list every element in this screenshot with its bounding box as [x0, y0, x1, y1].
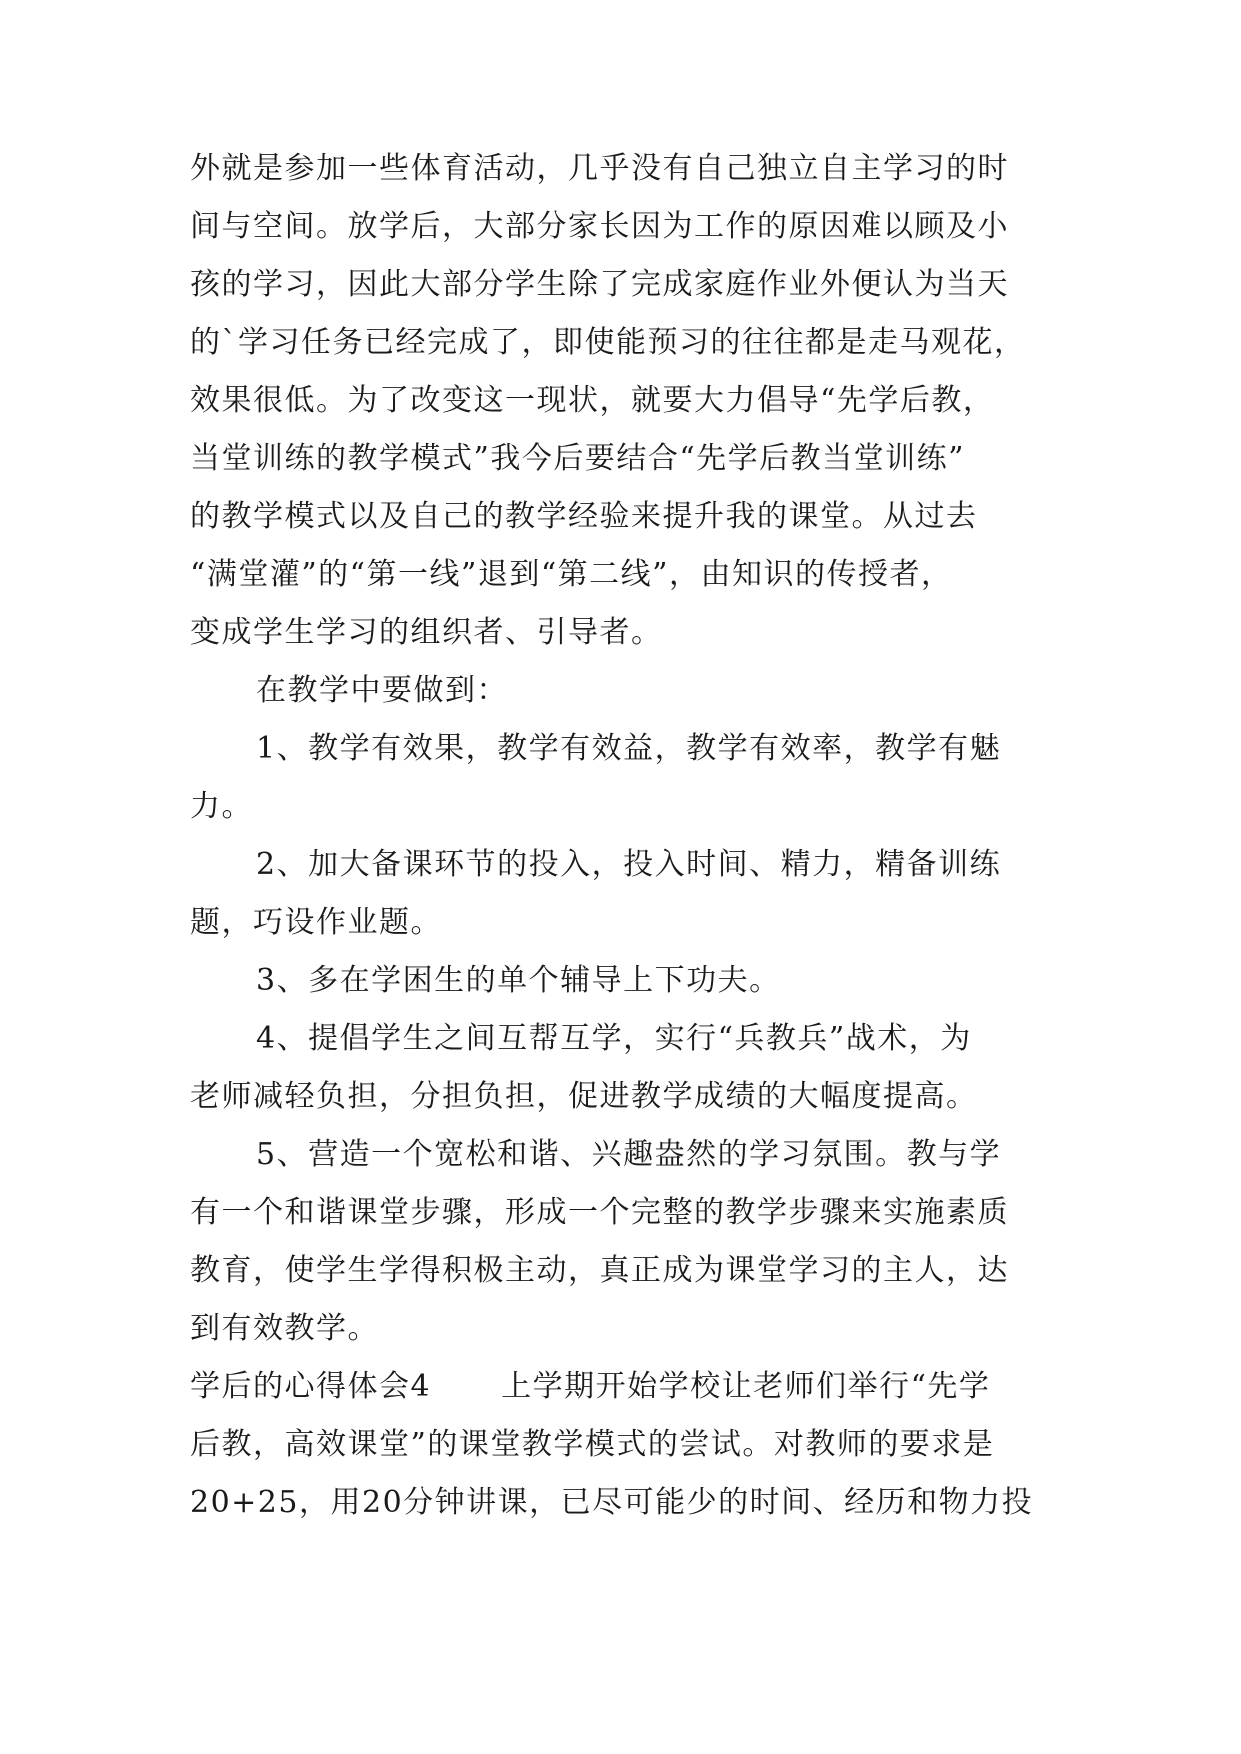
section-heading-line: [190, 1358, 1050, 1416]
text-line: 效果很低。为了改变这一现状，就要大力倡导“先学后教，: [190, 383, 995, 418]
section-heading: 学后的心得体会4: [190, 1369, 432, 1404]
text-line: 题，巧设作业题。: [190, 905, 442, 940]
text-line: 老师减轻负担，分担负担，促进教学成绩的大幅度提高。: [190, 1079, 978, 1114]
text-line: 有一个和谐课堂步骤，形成一个完整的教学步骤来实施素质: [190, 1195, 1009, 1230]
list-item-2: 2、加大备课环节的投入，投入时间、精力，精备训练: [256, 847, 1002, 882]
text-line: 的教学模式以及自己的教学经验来提升我的课堂。从过去: [190, 499, 978, 534]
list-item-3: 3、多在学困生的单个辅导上下功夫。: [256, 963, 781, 998]
list-item-1: 1、教学有效果，教学有效益，教学有效率，教学有魅: [256, 731, 1002, 766]
text-line: 当堂训练的教学模式”我今后要结合“先学后教当堂训练”: [190, 441, 966, 476]
text-line: “满堂灌”的“第一线”退到“第二线”，由知识的传授者，: [190, 557, 953, 592]
text-line: 变成学生学习的组织者、引导者。: [190, 615, 663, 650]
text-line: 后教，高效课堂”的课堂教学模式的尝试。对教师的要求是: [190, 1427, 995, 1462]
text-line: 20+25，用20分钟讲课，已尽可能少的时间、经历和物力投: [190, 1485, 1034, 1520]
text-line: 的`学习任务已经完成了，即使能预习的往往都是走马观花，: [190, 325, 1026, 360]
list-item-4: 4、提倡学生之间互帮互学，实行“兵教兵”战术，为: [256, 1021, 972, 1056]
text-line: 孩的学习，因此大部分学生除了完成家庭作业外便认为当天: [190, 267, 1009, 302]
text-line: 力。: [190, 789, 253, 824]
text-line: 外就是参加一些体育活动，几乎没有自己独立自主学习的时: [190, 151, 1009, 186]
paragraph-heading: 在教学中要做到：: [256, 673, 508, 708]
text-line: 教育，使学生学得积极主动，真正成为课堂学习的主人，达: [190, 1253, 1009, 1288]
document-page: [190, 140, 1050, 1532]
text-line: 到有效教学。: [190, 1311, 379, 1346]
text-line: 间与空间。放学后，大部分家长因为工作的原因难以顾及小: [190, 209, 1009, 244]
section-intro: 上学期开始学校让老师们举行“先学: [501, 1369, 991, 1404]
list-item-5: 5、营造一个宽松和谐、兴趣盎然的学习氛围。教与学: [256, 1137, 1002, 1172]
